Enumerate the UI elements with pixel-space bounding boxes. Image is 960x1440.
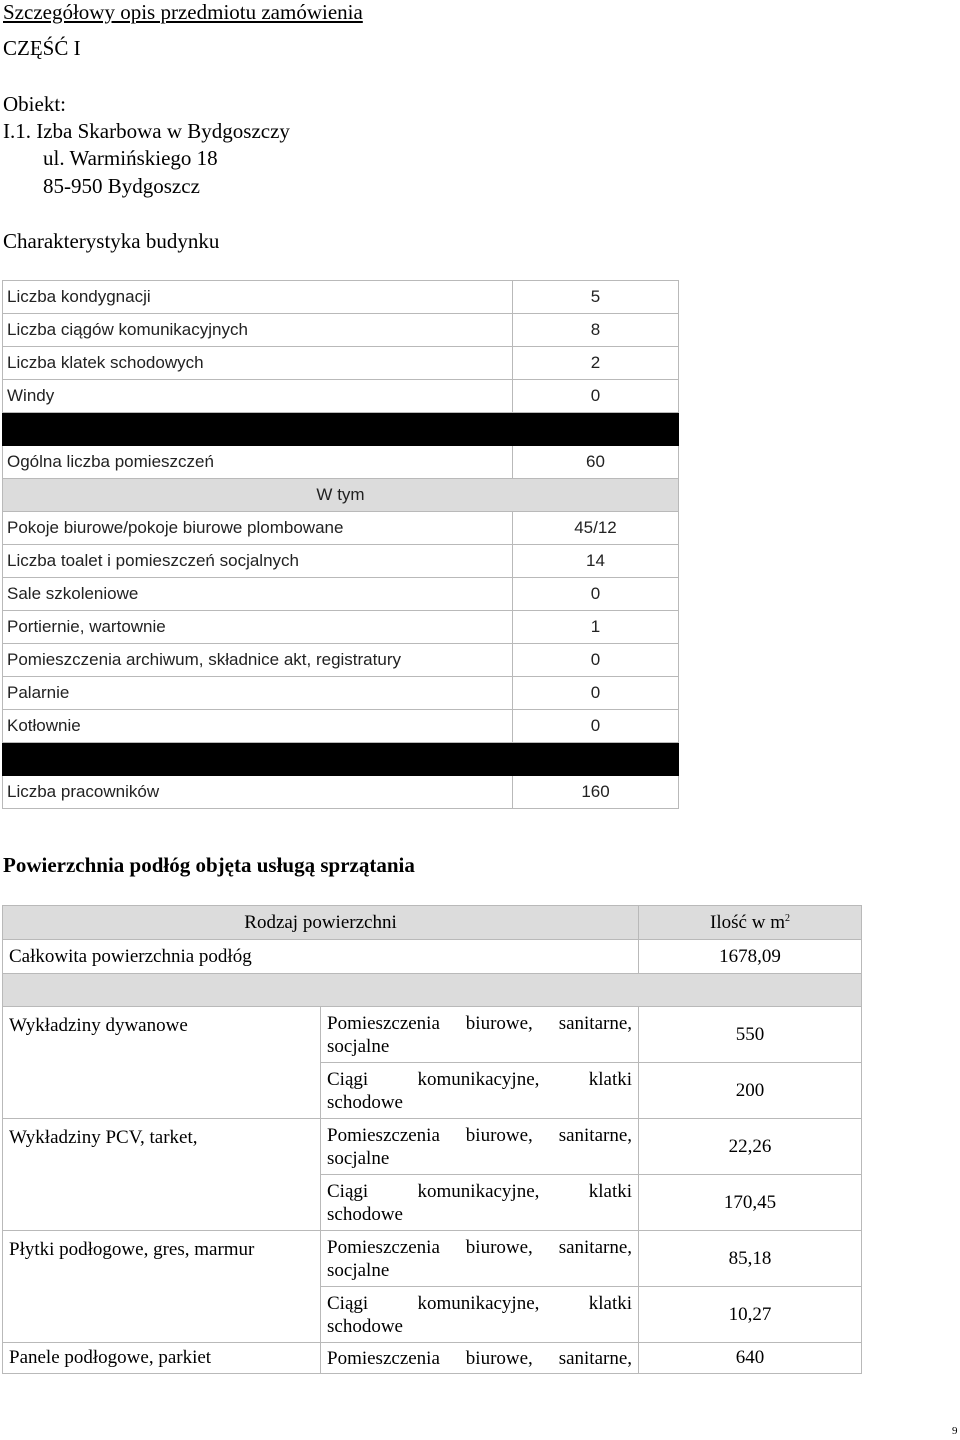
document-heading: Szczegółowy opis przedmiotu zamówienia	[3, 0, 363, 24]
header-qty: Ilość w $m^2$	[639, 906, 862, 940]
table-row	[3, 512, 679, 545]
table-row	[3, 1231, 862, 1287]
row-value: 0	[513, 380, 679, 413]
row-label: Liczba ciągów komunikacyjnych	[3, 314, 513, 347]
address-street: ul. Warmińskiego 18	[43, 146, 218, 170]
row-value: 0	[513, 578, 679, 611]
table-row	[3, 347, 679, 380]
floor-desc: Ciągi komunikacyjne, klatki schodowe	[321, 1063, 639, 1119]
floor-section-title: Powierzchnia podłóg objęta usługą sprzątania	[3, 853, 415, 877]
table-row	[3, 545, 679, 578]
row-label: Liczba toalet i pomieszczeń socjalnych	[3, 545, 513, 578]
floor-header-row	[3, 906, 862, 940]
table-row	[3, 710, 679, 743]
floor-desc: Pomieszczenia biurowe, sanitarne, socjalne	[321, 1007, 639, 1063]
row-label: Pokoje biurowe/pokoje biurowe plombowane	[3, 512, 513, 545]
table-row	[3, 1007, 862, 1063]
row-label: Windy	[3, 380, 513, 413]
table-row	[3, 281, 679, 314]
separator-cell	[3, 413, 679, 446]
subheader-cell: W tym	[3, 479, 679, 512]
floor-type: Wykładziny PCV, tarket,	[3, 1119, 321, 1231]
table-row	[3, 611, 679, 644]
floor-desc: Ciągi komunikacyjne, klatki schodowe	[321, 1287, 639, 1343]
table-row	[3, 1343, 862, 1374]
row-value: 5	[513, 281, 679, 314]
spacer-row	[3, 974, 862, 1007]
employees-label: Liczba pracowników	[3, 776, 513, 809]
table-row	[3, 446, 679, 479]
row-value: 0	[513, 677, 679, 710]
floor-qty: 170,45	[639, 1175, 862, 1231]
floor-qty: 200	[639, 1063, 862, 1119]
row-label: Liczba klatek schodowych	[3, 347, 513, 380]
total-label: Całkowita powierzchnia podłóg	[3, 940, 639, 974]
floor-qty: 640	[639, 1343, 862, 1374]
row-label: Sale szkoleniowe	[3, 578, 513, 611]
floor-type: Panele podłogowe, parkiet	[3, 1343, 321, 1374]
row-value: 1	[513, 611, 679, 644]
header-type: Rodzaj powierzchni	[3, 906, 639, 940]
page-number: 9	[952, 1425, 958, 1437]
row-value: 45/12	[513, 512, 679, 545]
row-label: Portiernie, wartownie	[3, 611, 513, 644]
building-section-title: Charakterystyka budynku	[3, 229, 220, 253]
separator-row	[3, 413, 679, 446]
row-value: 0	[513, 644, 679, 677]
row-label: Pomieszczenia archiwum, składnice akt, registratury	[3, 644, 513, 677]
table-row	[3, 1119, 862, 1175]
rooms-total-label: Ogólna liczba pomieszczeń	[3, 446, 513, 479]
floor-desc: Pomieszczenia biurowe, sanitarne,	[321, 1343, 639, 1374]
floor-desc: Pomieszczenia biurowe, sanitarne, socjalne	[321, 1231, 639, 1287]
floor-total-row	[3, 940, 862, 974]
separator-row	[3, 743, 679, 776]
row-label: Liczba kondygnacji	[3, 281, 513, 314]
table-row	[3, 314, 679, 347]
employees-value: 160	[513, 776, 679, 809]
subheader-row	[3, 479, 679, 512]
spacer-cell	[3, 974, 862, 1007]
table-row	[3, 677, 679, 710]
address-city: 85-950 Bydgoszcz	[43, 174, 200, 198]
rooms-total-value: 60	[513, 446, 679, 479]
table-row	[3, 578, 679, 611]
floor-qty: 10,27	[639, 1287, 862, 1343]
row-value: 2	[513, 347, 679, 380]
table-row	[3, 380, 679, 413]
table-row	[3, 644, 679, 677]
row-label: Kotłownie	[3, 710, 513, 743]
floor-qty: 550	[639, 1007, 862, 1063]
row-value: 14	[513, 545, 679, 578]
floor-table	[2, 905, 862, 1374]
floor-desc: Ciągi komunikacyjne, klatki schodowe	[321, 1175, 639, 1231]
floor-type: Płytki podłogowe, gres, marmur	[3, 1231, 321, 1343]
floor-qty: 85,18	[639, 1231, 862, 1287]
row-label: Palarnie	[3, 677, 513, 710]
separator-cell	[3, 743, 679, 776]
row-value: 0	[513, 710, 679, 743]
row-value: 8	[513, 314, 679, 347]
object-name: I.1. Izba Skarbowa w Bydgoszczy	[3, 119, 290, 143]
total-value: 1678,09	[639, 940, 862, 974]
object-label: Obiekt:	[3, 92, 66, 116]
part-title: CZĘŚĆ I	[3, 36, 81, 60]
floor-qty: 22,26	[639, 1119, 862, 1175]
floor-desc: Pomieszczenia biurowe, sanitarne, socjalne	[321, 1119, 639, 1175]
floor-type: Wykładziny dywanowe	[3, 1007, 321, 1119]
table-row	[3, 776, 679, 809]
building-table	[2, 280, 679, 809]
